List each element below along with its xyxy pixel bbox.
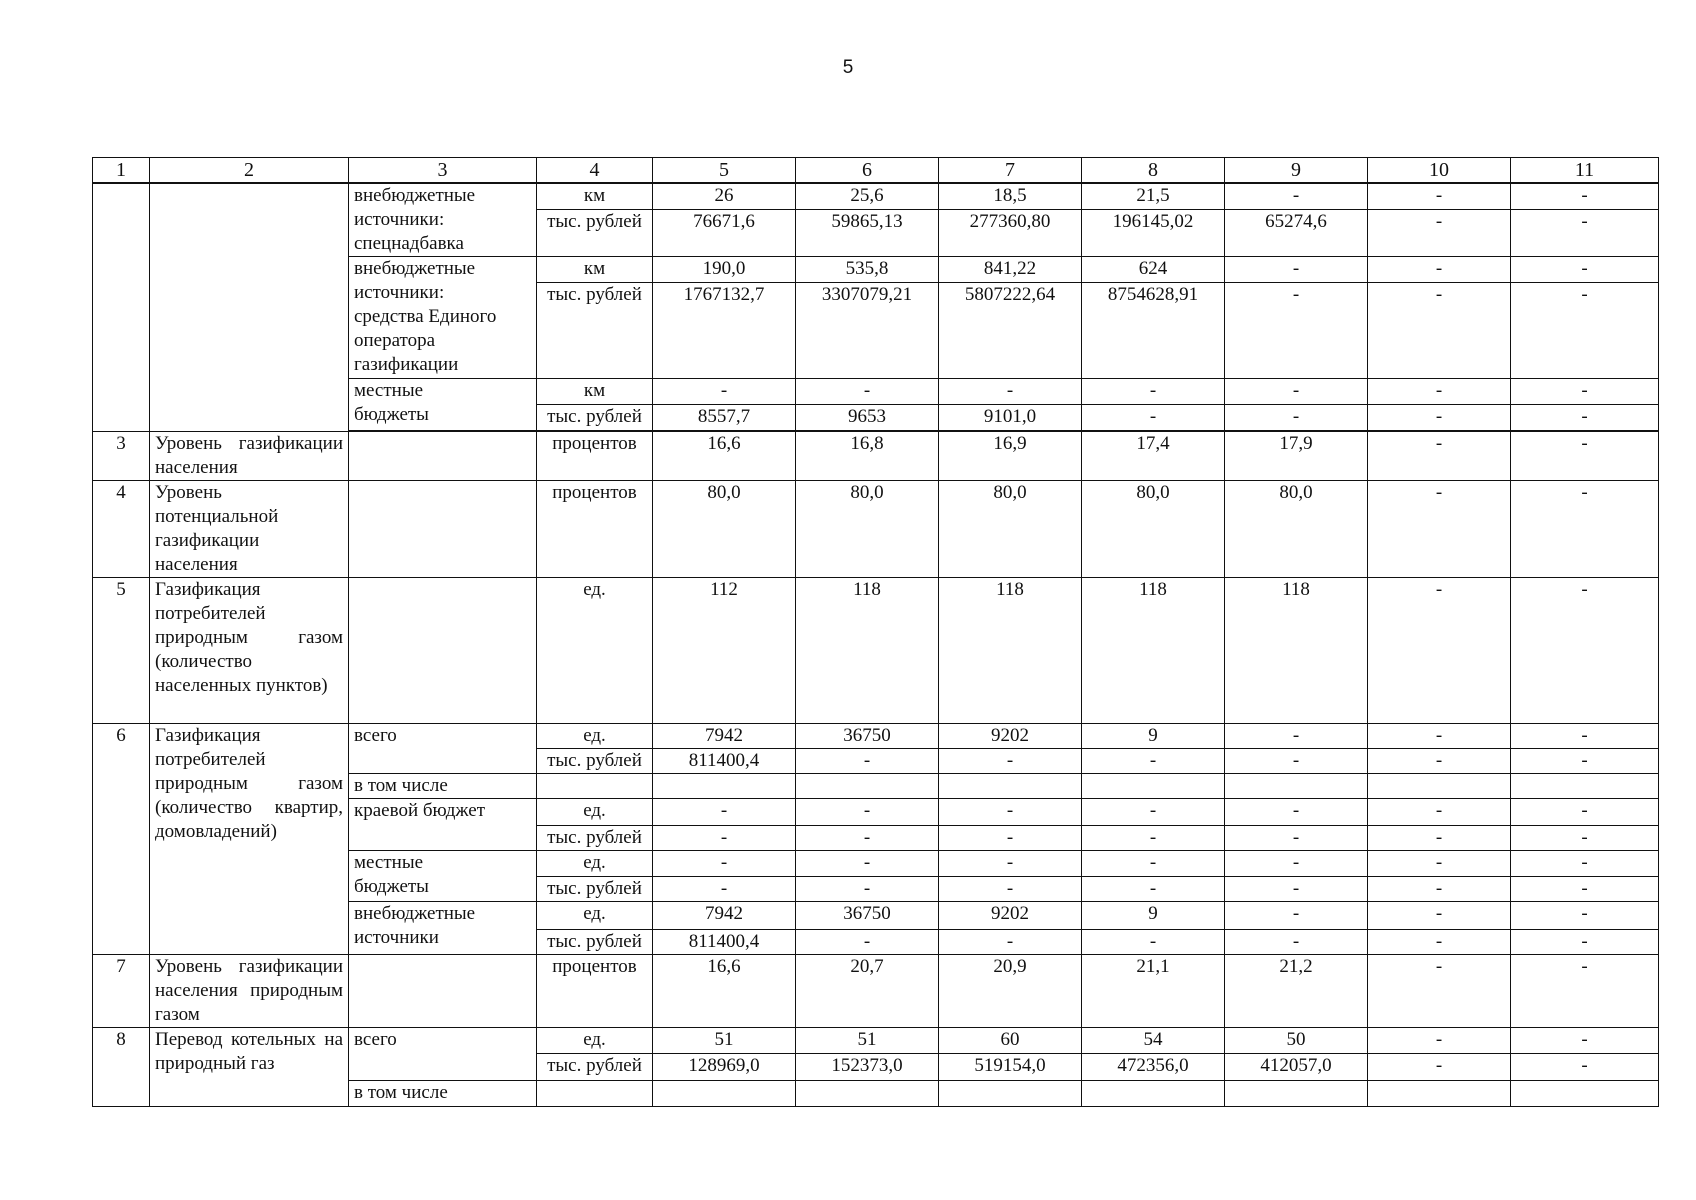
value-cell: - xyxy=(1511,432,1659,481)
value-cell: 118 xyxy=(1225,578,1368,724)
value-cell: - xyxy=(1368,877,1511,902)
value-cell: - xyxy=(796,379,939,405)
unit-cell: тыс. рублей xyxy=(537,283,653,379)
funding-source-label: внебюджетные источники xyxy=(349,902,537,955)
table-row xyxy=(93,481,1659,578)
value-cell: 190,0 xyxy=(653,257,796,283)
funding-source-label: местные бюджеты xyxy=(349,851,537,902)
value-cell: - xyxy=(1082,799,1225,826)
value-cell xyxy=(1082,774,1225,799)
unit-cell: км xyxy=(537,257,653,283)
row-number: 3 xyxy=(93,432,150,481)
value-cell: 26 xyxy=(653,183,796,210)
value-cell: 25,6 xyxy=(796,183,939,210)
value-cell: 624 xyxy=(1082,257,1225,283)
value-cell: - xyxy=(1368,379,1511,405)
value-cell: 8754628,91 xyxy=(1082,283,1225,379)
value-cell: - xyxy=(1511,578,1659,724)
table-row xyxy=(93,578,1659,724)
value-cell: - xyxy=(1225,877,1368,902)
value-cell: - xyxy=(1511,379,1659,405)
funding-source-label: в том числе xyxy=(349,774,537,799)
value-cell: 21,1 xyxy=(1082,955,1225,1028)
value-cell: 3307079,21 xyxy=(796,283,939,379)
value-cell: - xyxy=(1511,902,1659,930)
value-cell: 60 xyxy=(939,1028,1082,1054)
value-cell: 80,0 xyxy=(1082,481,1225,578)
value-cell xyxy=(939,774,1082,799)
value-cell: - xyxy=(1511,1028,1659,1054)
unit-cell xyxy=(537,774,653,799)
value-cell: 80,0 xyxy=(1225,481,1368,578)
value-cell: - xyxy=(1082,826,1225,851)
unit-cell: тыс. рублей xyxy=(537,930,653,955)
value-cell: 16,6 xyxy=(653,432,796,481)
value-cell: - xyxy=(1368,578,1511,724)
value-cell: - xyxy=(1368,902,1511,930)
column-number: 1 xyxy=(93,158,150,184)
value-cell: 54 xyxy=(1082,1028,1225,1054)
value-cell: - xyxy=(796,877,939,902)
value-cell: - xyxy=(1082,851,1225,877)
value-cell: - xyxy=(1368,257,1511,283)
value-cell: 118 xyxy=(939,578,1082,724)
value-cell: 811400,4 xyxy=(653,749,796,774)
value-cell: 36750 xyxy=(796,902,939,930)
value-cell: 7942 xyxy=(653,724,796,749)
value-cell: 9 xyxy=(1082,902,1225,930)
value-cell: 80,0 xyxy=(796,481,939,578)
value-cell: - xyxy=(939,877,1082,902)
column-number: 7 xyxy=(939,158,1082,184)
value-cell: - xyxy=(796,930,939,955)
value-cell: - xyxy=(1368,826,1511,851)
value-cell: - xyxy=(1368,405,1511,431)
value-cell: - xyxy=(796,826,939,851)
value-cell: 118 xyxy=(1082,578,1225,724)
table-row xyxy=(93,724,1659,749)
value-cell: - xyxy=(653,379,796,405)
value-cell: - xyxy=(1511,851,1659,877)
value-cell: 9653 xyxy=(796,405,939,431)
value-cell: - xyxy=(1082,405,1225,431)
column-number: 10 xyxy=(1368,158,1511,184)
unit-cell: ед. xyxy=(537,799,653,826)
unit-cell: ед. xyxy=(537,902,653,930)
column-number-row xyxy=(93,158,1659,184)
unit-cell: км xyxy=(537,183,653,210)
value-cell: - xyxy=(1225,851,1368,877)
value-cell: - xyxy=(796,749,939,774)
value-cell: 535,8 xyxy=(796,257,939,283)
value-cell: 196145,02 xyxy=(1082,210,1225,257)
value-cell: - xyxy=(939,826,1082,851)
unit-cell: процентов xyxy=(537,481,653,578)
value-cell: 472356,0 xyxy=(1082,1054,1225,1081)
value-cell: - xyxy=(1225,724,1368,749)
row-number: 8 xyxy=(93,1028,150,1107)
value-cell: - xyxy=(1225,826,1368,851)
row-number: 5 xyxy=(93,578,150,724)
unit-cell: процентов xyxy=(537,432,653,481)
value-cell: - xyxy=(1368,1054,1511,1081)
value-cell: 80,0 xyxy=(939,481,1082,578)
value-cell: - xyxy=(1368,955,1511,1028)
value-cell: 17,9 xyxy=(1225,432,1368,481)
value-cell xyxy=(1511,774,1659,799)
value-cell: - xyxy=(1225,257,1368,283)
row-number: 7 xyxy=(93,955,150,1028)
value-cell: 50 xyxy=(1225,1028,1368,1054)
gasification-table xyxy=(92,157,1659,1107)
column-number: 6 xyxy=(796,158,939,184)
value-cell: 65274,6 xyxy=(1225,210,1368,257)
value-cell xyxy=(1082,1081,1225,1107)
value-cell: - xyxy=(1225,283,1368,379)
value-cell: 841,22 xyxy=(939,257,1082,283)
value-cell: 51 xyxy=(653,1028,796,1054)
value-cell: - xyxy=(939,851,1082,877)
value-cell: 412057,0 xyxy=(1225,1054,1368,1081)
unit-cell: тыс. рублей xyxy=(537,1054,653,1081)
unit-cell: тыс. рублей xyxy=(537,826,653,851)
value-cell: 118 xyxy=(796,578,939,724)
funding-source-label: всего xyxy=(349,1028,537,1081)
value-cell xyxy=(796,774,939,799)
value-cell: - xyxy=(796,851,939,877)
row-number: 4 xyxy=(93,481,150,578)
funding-source-label: в том числе xyxy=(349,1081,537,1107)
column-number: 11 xyxy=(1511,158,1659,184)
value-cell xyxy=(939,1081,1082,1107)
indicator-name: Газификация потребителей природным газом (количество квартир, домовладений) xyxy=(150,724,349,955)
column-number: 9 xyxy=(1225,158,1368,184)
value-cell xyxy=(1225,1081,1368,1107)
value-cell: - xyxy=(796,799,939,826)
funding-source-label: внебюджетные источники: средства Единого оператора газификации xyxy=(349,257,537,379)
table-row xyxy=(93,183,1659,210)
value-cell xyxy=(796,1081,939,1107)
value-cell: 20,9 xyxy=(939,955,1082,1028)
value-cell: - xyxy=(1082,749,1225,774)
value-cell: - xyxy=(1368,210,1511,257)
indicator-name: Газификация потребителей природным газом (количество населенных пунктов) xyxy=(150,578,349,724)
funding-source-cell xyxy=(349,578,537,724)
value-cell: - xyxy=(1368,481,1511,578)
value-cell: 7942 xyxy=(653,902,796,930)
indicator-name-cell xyxy=(150,183,349,432)
column-number: 4 xyxy=(537,158,653,184)
value-cell: - xyxy=(1225,902,1368,930)
value-cell: 9 xyxy=(1082,724,1225,749)
value-cell: - xyxy=(1082,877,1225,902)
column-number: 3 xyxy=(349,158,537,184)
indicator-name: Перевод котельных на природный газ xyxy=(150,1028,349,1107)
value-cell: - xyxy=(1368,749,1511,774)
value-cell: - xyxy=(939,379,1082,405)
funding-source-label: краевой бюджет xyxy=(349,799,537,851)
value-cell: - xyxy=(1368,799,1511,826)
value-cell: - xyxy=(1511,749,1659,774)
value-cell: - xyxy=(1368,930,1511,955)
value-cell: 76671,6 xyxy=(653,210,796,257)
value-cell: 51 xyxy=(796,1028,939,1054)
value-cell: 112 xyxy=(653,578,796,724)
unit-cell: тыс. рублей xyxy=(537,210,653,257)
unit-cell: тыс. рублей xyxy=(537,405,653,431)
indicator-name: Уровень потенциальной газификации населения xyxy=(150,481,349,578)
value-cell: - xyxy=(1511,405,1659,431)
value-cell: 277360,80 xyxy=(939,210,1082,257)
column-number: 8 xyxy=(1082,158,1225,184)
value-cell: 80,0 xyxy=(653,481,796,578)
unit-cell: ед. xyxy=(537,851,653,877)
funding-source-label: местные бюджеты xyxy=(349,379,537,431)
value-cell: - xyxy=(1082,379,1225,405)
value-cell: 519154,0 xyxy=(939,1054,1082,1081)
value-cell: - xyxy=(1511,210,1659,257)
unit-cell: тыс. рублей xyxy=(537,877,653,902)
value-cell: 152373,0 xyxy=(796,1054,939,1081)
indicator-name: Уровень газификации населения xyxy=(150,432,349,481)
value-cell: - xyxy=(653,851,796,877)
column-number: 5 xyxy=(653,158,796,184)
row-number: 6 xyxy=(93,724,150,955)
value-cell: 9202 xyxy=(939,724,1082,749)
value-cell: - xyxy=(1511,257,1659,283)
unit-cell: ед. xyxy=(537,724,653,749)
value-cell xyxy=(1225,774,1368,799)
value-cell: 16,6 xyxy=(653,955,796,1028)
table-row xyxy=(93,1028,1659,1054)
value-cell: - xyxy=(1225,930,1368,955)
value-cell: - xyxy=(1368,724,1511,749)
value-cell: - xyxy=(1225,749,1368,774)
value-cell: - xyxy=(653,826,796,851)
value-cell: 5807222,64 xyxy=(939,283,1082,379)
value-cell: - xyxy=(1225,379,1368,405)
value-cell: - xyxy=(1511,283,1659,379)
funding-source-cell xyxy=(349,432,537,481)
indicator-name: Уровень газификации населения природным газом xyxy=(150,955,349,1028)
column-number: 2 xyxy=(150,158,349,184)
value-cell: - xyxy=(1511,877,1659,902)
value-cell: 9101,0 xyxy=(939,405,1082,431)
value-cell: 17,4 xyxy=(1082,432,1225,481)
value-cell xyxy=(1368,774,1511,799)
row-number-cell xyxy=(93,183,150,432)
value-cell: - xyxy=(1225,405,1368,431)
funding-source-cell xyxy=(349,955,537,1028)
value-cell: - xyxy=(939,749,1082,774)
value-cell: 21,2 xyxy=(1225,955,1368,1028)
unit-cell xyxy=(537,1081,653,1107)
value-cell: - xyxy=(653,877,796,902)
value-cell: - xyxy=(1511,930,1659,955)
value-cell: - xyxy=(1511,826,1659,851)
value-cell: - xyxy=(1225,183,1368,210)
unit-cell: ед. xyxy=(537,1028,653,1054)
value-cell: - xyxy=(1511,481,1659,578)
value-cell: 18,5 xyxy=(939,183,1082,210)
value-cell: 16,8 xyxy=(796,432,939,481)
value-cell: 16,9 xyxy=(939,432,1082,481)
value-cell: - xyxy=(1368,851,1511,877)
value-cell xyxy=(1368,1081,1511,1107)
value-cell: 36750 xyxy=(796,724,939,749)
value-cell: 59865,13 xyxy=(796,210,939,257)
value-cell: 9202 xyxy=(939,902,1082,930)
value-cell: 128969,0 xyxy=(653,1054,796,1081)
unit-cell: км xyxy=(537,379,653,405)
value-cell: - xyxy=(1225,799,1368,826)
value-cell: - xyxy=(1511,799,1659,826)
value-cell: 1767132,7 xyxy=(653,283,796,379)
table-row xyxy=(93,955,1659,1028)
page-number: 5 xyxy=(842,57,854,78)
value-cell xyxy=(1511,1081,1659,1107)
value-cell: - xyxy=(1368,283,1511,379)
unit-cell: ед. xyxy=(537,578,653,724)
value-cell: 811400,4 xyxy=(653,930,796,955)
value-cell: - xyxy=(1511,1054,1659,1081)
value-cell: - xyxy=(1368,183,1511,210)
value-cell xyxy=(653,1081,796,1107)
value-cell: - xyxy=(1368,432,1511,481)
funding-source-label: всего xyxy=(349,724,537,774)
value-cell: 8557,7 xyxy=(653,405,796,431)
value-cell: 21,5 xyxy=(1082,183,1225,210)
value-cell xyxy=(653,774,796,799)
value-cell: 20,7 xyxy=(796,955,939,1028)
value-cell: - xyxy=(1511,955,1659,1028)
value-cell: - xyxy=(1082,930,1225,955)
unit-cell: процентов xyxy=(537,955,653,1028)
value-cell: - xyxy=(939,799,1082,826)
value-cell: - xyxy=(1511,724,1659,749)
funding-source-cell xyxy=(349,481,537,578)
funding-source-label: внебюджетные источники: спецнадбавка xyxy=(349,183,537,257)
value-cell: - xyxy=(939,930,1082,955)
unit-cell: тыс. рублей xyxy=(537,749,653,774)
table-row xyxy=(93,432,1659,481)
value-cell: - xyxy=(1368,1028,1511,1054)
value-cell: - xyxy=(653,799,796,826)
value-cell: - xyxy=(1511,183,1659,210)
